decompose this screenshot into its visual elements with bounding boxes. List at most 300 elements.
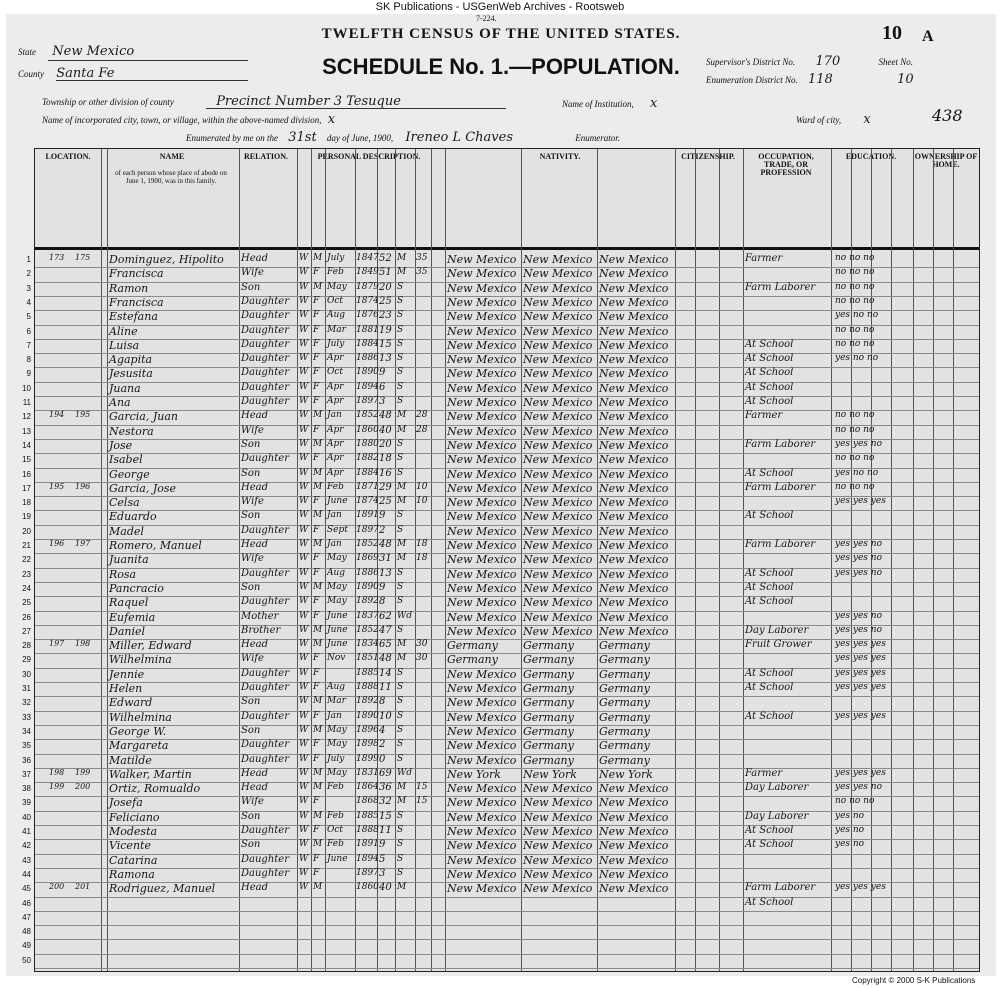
cell-race: W xyxy=(299,338,309,349)
cell-edu: yes yes no xyxy=(835,782,882,793)
cell-name: George W. xyxy=(109,724,167,738)
cell-age: 25 xyxy=(379,295,392,307)
cell-month: July xyxy=(327,753,345,764)
cell-rel: Head xyxy=(241,882,269,894)
cell-yrs: 10 xyxy=(416,496,428,507)
cell-name: Wilhelmina xyxy=(109,653,172,667)
cell-year: 1869 xyxy=(356,553,379,564)
form-number: 7-224. xyxy=(476,14,497,23)
cell-race: W xyxy=(299,467,309,478)
cell-father: New Mexico xyxy=(523,324,593,338)
column-rule xyxy=(521,149,522,971)
cell-name: Rodriguez, Manuel xyxy=(109,882,216,896)
cell-mother: New Mexico xyxy=(599,281,669,295)
cell-rel: Son xyxy=(241,581,261,593)
cell-year: 1891 xyxy=(356,510,379,521)
cell-mar: S xyxy=(397,295,404,306)
cell-fam: 200 xyxy=(75,782,91,792)
cell-year: 1894 xyxy=(356,381,379,392)
cell-yrs: 18 xyxy=(416,553,428,564)
column-rule xyxy=(831,149,832,971)
cell-month: June xyxy=(327,853,348,864)
cell-birth: New Mexico xyxy=(447,438,517,452)
cell-sex: M xyxy=(313,581,323,592)
cell-sex: M xyxy=(313,481,323,492)
cell-age: 62 xyxy=(379,610,392,622)
cell-sex: M xyxy=(313,839,323,850)
cell-birth: New Mexico xyxy=(447,381,517,395)
row-rule xyxy=(35,968,979,969)
cell-name: Miller, Edward xyxy=(109,639,192,653)
cell-father: New Mexico xyxy=(523,839,593,853)
cell-month: Apr xyxy=(327,396,344,406)
cell-mar: Wd xyxy=(397,610,413,621)
cell-father: New Mexico xyxy=(523,853,593,867)
line-number: 7 xyxy=(26,340,31,350)
cell-month: May xyxy=(327,724,347,735)
cell-race: W xyxy=(299,410,309,421)
row-rule xyxy=(35,939,979,940)
line-number: 6 xyxy=(26,326,31,336)
cell-name: Helen xyxy=(109,682,143,695)
cell-birth: New Mexico xyxy=(447,810,517,824)
line-number: 49 xyxy=(22,941,31,951)
cell-fam: 175 xyxy=(75,253,91,262)
column-rule xyxy=(675,149,676,971)
cell-age: 6 xyxy=(379,381,386,393)
cell-father: Germany xyxy=(523,696,574,710)
cell-occ: Farm Laborer xyxy=(745,438,816,450)
column-rule xyxy=(311,149,312,971)
cell-father: New Mexico xyxy=(523,381,593,395)
cell-age: 15 xyxy=(379,338,392,350)
cell-month: Oct xyxy=(327,295,344,306)
cell-name: Vicente xyxy=(109,839,151,853)
cell-birth: New York xyxy=(447,767,501,781)
cell-race: W xyxy=(299,867,309,878)
cell-rel: Daughter xyxy=(241,867,289,879)
cell-father: New Mexico xyxy=(523,253,593,266)
cell-edu: yes yes yes xyxy=(835,639,886,650)
line-number: 4 xyxy=(26,297,31,307)
cell-name: Isabel xyxy=(109,453,143,467)
cell-race: W xyxy=(299,610,309,621)
cell-age: 15 xyxy=(379,810,392,822)
cell-age: 48 xyxy=(379,539,392,550)
cell-mar: S xyxy=(397,624,404,635)
cell-age: 9 xyxy=(379,839,386,851)
cell-month: July xyxy=(327,253,345,263)
cell-father: New Mexico xyxy=(523,810,593,824)
line-number: 33 xyxy=(22,712,31,722)
group-relation: RELATION. xyxy=(243,152,289,161)
cell-year: 1885 xyxy=(356,667,379,678)
cell-sex: M xyxy=(313,882,323,893)
cell-birth: New Mexico xyxy=(447,481,517,495)
cell-rel: Daughter xyxy=(241,710,289,722)
cell-age: 47 xyxy=(379,624,392,636)
cell-occ: At School xyxy=(745,839,794,851)
cell-mar: M xyxy=(397,267,407,278)
cell-month: Aug xyxy=(327,682,346,692)
cell-father: Germany xyxy=(523,667,574,681)
cell-race: W xyxy=(299,796,309,807)
cell-father: New Mexico xyxy=(523,424,593,438)
cell-year: 1881 xyxy=(356,324,379,335)
cell-rel: Daughter xyxy=(241,596,289,608)
cell-mar: S xyxy=(397,338,404,349)
cell-mother: New Mexico xyxy=(599,453,669,467)
cell-occ: At School xyxy=(745,381,794,393)
cell-mother: New Mexico xyxy=(599,367,669,381)
cell-name: Modesta xyxy=(109,825,158,838)
cell-edu: no no no xyxy=(835,253,875,263)
cell-month: Feb xyxy=(327,782,344,793)
county-field xyxy=(18,66,114,81)
cell-month: Mar xyxy=(327,696,346,707)
cell-mother: New Mexico xyxy=(599,295,669,309)
cell-birth: New Mexico xyxy=(447,353,517,367)
cell-father: New Mexico xyxy=(523,481,593,495)
cell-mar: S xyxy=(397,839,404,850)
cell-age: 0 xyxy=(379,753,386,765)
cell-occ: Farm Laborer xyxy=(745,281,816,293)
cell-mother: New Mexico xyxy=(599,624,669,638)
cell-edu: yes yes yes xyxy=(835,667,886,678)
cell-sex: F xyxy=(313,267,320,278)
cell-age: 4 xyxy=(379,724,386,736)
cell-house: 198 xyxy=(49,767,65,777)
cell-race: W xyxy=(299,782,309,793)
cell-birth: New Mexico xyxy=(447,796,517,810)
cell-mar: S xyxy=(397,853,404,864)
cell-year: 1884 xyxy=(356,467,379,478)
population-table xyxy=(22,148,980,972)
cell-race: W xyxy=(299,553,309,564)
cell-fam: 201 xyxy=(75,882,91,892)
cell-name: Juanita xyxy=(109,553,149,567)
cell-year: 1888 xyxy=(356,825,379,835)
cell-mother: New Mexico xyxy=(599,267,669,281)
cell-age: 52 xyxy=(379,253,392,264)
cell-name: Pancracio xyxy=(109,581,164,595)
cell-rel: Son xyxy=(241,467,261,479)
cell-name: Nestora xyxy=(109,424,154,438)
cell-birth: New Mexico xyxy=(447,739,517,753)
line-number: 28 xyxy=(22,641,31,651)
cell-age: 16 xyxy=(379,467,392,479)
cell-month: Apr xyxy=(327,438,344,449)
cell-month: Oct xyxy=(327,825,344,835)
cell-house: 195 xyxy=(49,481,65,491)
cell-mar: Wd xyxy=(397,767,413,778)
cell-mother: New Mexico xyxy=(599,396,669,409)
cell-age: 36 xyxy=(379,782,392,794)
group-ownership: OWNERSHIP OF HOME. xyxy=(914,152,978,169)
cell-age: 13 xyxy=(379,567,392,579)
cell-sex: F xyxy=(313,453,320,464)
cell-edu: no no no xyxy=(835,453,875,464)
cell-mar: S xyxy=(397,825,404,835)
cell-father: New Mexico xyxy=(523,510,593,524)
header-rule xyxy=(35,247,979,250)
cell-year: 1890 xyxy=(356,710,379,721)
line-number: 37 xyxy=(22,769,31,779)
cell-rel: Daughter xyxy=(241,310,289,322)
cell-mar: S xyxy=(397,596,404,607)
cell-mar: S xyxy=(397,367,404,378)
cell-fam: 197 xyxy=(75,539,91,548)
archive-banner: SK Publications - USGenWeb Archives - Rootsweb xyxy=(375,1,625,13)
cell-occ: At School xyxy=(745,510,794,522)
cell-rel: Daughter xyxy=(241,453,289,465)
cell-age: 23 xyxy=(379,310,392,322)
cell-mar: M xyxy=(397,253,407,263)
cell-rel: Son xyxy=(241,510,261,522)
enumerated-mid: day of June, 1900, xyxy=(326,133,394,143)
column-rule xyxy=(913,149,914,971)
line-number: 14 xyxy=(22,440,31,450)
cell-edu: yes yes no xyxy=(835,438,882,449)
cell-edu: yes yes yes xyxy=(835,710,886,721)
cell-mar: M xyxy=(397,424,407,435)
cell-sex: F xyxy=(313,739,320,750)
cell-yrs: 10 xyxy=(416,481,428,492)
cell-age: 2 xyxy=(379,739,386,751)
cell-mother: New Mexico xyxy=(599,310,669,324)
enumerated-line xyxy=(186,130,620,145)
cell-sex: M xyxy=(313,810,323,821)
cell-mother: New Mexico xyxy=(599,324,669,338)
cell-year: 1874 xyxy=(356,295,379,306)
cell-edu: no no no xyxy=(835,410,875,421)
cell-occ: Farmer xyxy=(745,253,783,264)
column-rule xyxy=(239,149,240,971)
cell-age: 40 xyxy=(379,424,392,436)
column-rule xyxy=(107,149,108,971)
cell-name: Francisca xyxy=(109,267,164,281)
cell-age: 48 xyxy=(379,410,392,422)
cell-father: New Mexico xyxy=(523,782,593,796)
line-number: 11 xyxy=(22,398,31,407)
cell-year: 1886 xyxy=(356,353,379,364)
cell-birth: New Mexico xyxy=(447,324,517,338)
cell-race: W xyxy=(299,581,309,592)
cell-name: Daniel xyxy=(109,624,146,638)
group-personal: PERSONAL DESCRIPTION. xyxy=(317,152,421,161)
cell-sex: F xyxy=(313,710,320,721)
cell-rel: Daughter xyxy=(241,524,289,536)
cell-month: Apr xyxy=(327,453,344,464)
cell-month: Sept xyxy=(327,524,348,535)
line-number: 29 xyxy=(22,655,31,665)
cell-rel: Daughter xyxy=(241,682,289,693)
cell-year: 1885 xyxy=(356,810,379,821)
cell-mother: Germany xyxy=(599,739,650,753)
cell-year: 1886 xyxy=(356,567,379,578)
cell-name: Rosa xyxy=(109,567,137,581)
cell-birth: New Mexico xyxy=(447,539,517,552)
cell-sex: F xyxy=(313,496,320,507)
cell-edu: yes yes no xyxy=(835,553,882,564)
cell-birth: New Mexico xyxy=(447,567,517,581)
cell-age: 14 xyxy=(379,667,392,679)
sheet-label: Sheet No. xyxy=(878,57,914,67)
cell-mar: S xyxy=(397,453,404,464)
cell-rel: Wife xyxy=(241,796,264,808)
cell-occ: Farmer xyxy=(745,410,783,422)
cell-year: 1891 xyxy=(356,839,379,850)
cell-month: May xyxy=(327,581,347,592)
cell-house: 196 xyxy=(49,539,65,548)
township-field xyxy=(42,94,401,109)
cell-mar: S xyxy=(397,753,404,764)
cell-mother: New Mexico xyxy=(599,496,669,510)
cell-yrs: 15 xyxy=(416,796,428,807)
cell-birth: New Mexico xyxy=(447,253,517,266)
cell-sex: M xyxy=(313,782,323,793)
cell-birth: New Mexico xyxy=(447,724,517,738)
cell-mother: New Mexico xyxy=(599,438,669,452)
line-number: 48 xyxy=(22,927,31,937)
cell-age: 8 xyxy=(379,596,386,608)
cell-mother: New Mexico xyxy=(599,381,669,395)
cell-house: 173 xyxy=(49,253,65,262)
cell-edu: yes no xyxy=(835,825,865,835)
cell-edu: no no no xyxy=(835,338,875,349)
cell-mar: M xyxy=(397,539,407,549)
cell-mar: M xyxy=(397,796,407,807)
cell-age: 19 xyxy=(379,324,392,336)
cell-name: Luisa xyxy=(109,338,140,352)
cell-race: W xyxy=(299,253,309,263)
margin-note: 438 xyxy=(932,106,963,125)
cell-mar: M xyxy=(397,882,407,893)
cell-name: Feliciano xyxy=(109,810,160,824)
line-number: 15 xyxy=(22,455,31,465)
cell-edu: no no no xyxy=(835,796,875,807)
cell-year: 1851 xyxy=(356,653,379,664)
cell-mother: New Mexico xyxy=(599,424,669,438)
cell-month: Apr xyxy=(327,467,344,478)
cell-sex: F xyxy=(313,567,320,578)
cell-sex: F xyxy=(313,324,320,335)
cell-birth: New Mexico xyxy=(447,596,517,610)
cell-mother: Germany xyxy=(599,724,650,738)
cell-age: 29 xyxy=(379,481,392,493)
cell-occ: At School xyxy=(745,396,794,407)
column-rule xyxy=(695,149,696,971)
cell-race: W xyxy=(299,839,309,850)
cell-edu: yes no no xyxy=(835,310,879,321)
cell-occ: Farm Laborer xyxy=(745,882,816,894)
cell-rel: Son xyxy=(241,724,261,736)
cell-year: 1898 xyxy=(356,739,379,750)
city-label: Name of incorporated city, town, or village, within the above-named division, xyxy=(42,115,322,125)
cell-house: 197 xyxy=(49,639,65,649)
line-number: 35 xyxy=(22,741,31,751)
cell-age: 9 xyxy=(379,581,386,593)
cell-year: 1884 xyxy=(356,338,379,349)
cell-race: W xyxy=(299,310,309,321)
cell-race: W xyxy=(299,696,309,707)
cell-edu: no no no xyxy=(835,281,875,292)
cell-rel: Head xyxy=(241,410,269,422)
cell-race: W xyxy=(299,810,309,821)
cell-name: Aline xyxy=(109,324,138,338)
cell-sex: M xyxy=(313,281,323,292)
cell-edu: yes yes yes xyxy=(835,767,886,778)
cell-mar: S xyxy=(397,281,404,292)
census-sheet xyxy=(6,14,996,976)
cell-name: Dominguez, Hipolito xyxy=(109,253,224,266)
line-number: 26 xyxy=(22,612,31,622)
cell-edu: no no no xyxy=(835,324,875,335)
cell-birth: New Mexico xyxy=(447,467,517,481)
cell-sex: F xyxy=(313,338,320,349)
cell-sex: F xyxy=(313,353,320,364)
cell-race: W xyxy=(299,510,309,521)
column-rule xyxy=(431,149,432,971)
cell-birth: New Mexico xyxy=(447,453,517,467)
group-occupation: OCCUPATION, TRADE, OR PROFESSION xyxy=(758,152,814,177)
cell-yrs: 35 xyxy=(416,253,428,263)
copyright-notice: Copyright © 2000 S-K Publications xyxy=(852,976,976,985)
cell-year: 1871 xyxy=(356,481,379,492)
cell-race: W xyxy=(299,381,309,392)
cell-year: 1852 xyxy=(356,539,379,549)
enumeration-label: Enumeration District No. xyxy=(706,75,798,85)
group-location: LOCATION. xyxy=(45,152,91,161)
cell-name: Romero, Manuel xyxy=(109,539,202,552)
cell-name: Eufemia xyxy=(109,610,156,624)
cell-mother: New Mexico xyxy=(599,853,669,867)
cell-year: 1896 xyxy=(356,724,379,735)
cell-rel: Daughter xyxy=(241,381,289,393)
cell-yrs: 15 xyxy=(416,782,428,793)
cell-month: May xyxy=(327,281,347,292)
cell-year: 1860 xyxy=(356,882,379,893)
cell-birth: New Mexico xyxy=(447,753,517,767)
cell-mother: New Mexico xyxy=(599,867,669,881)
group-name: NAME xyxy=(159,152,185,161)
cell-edu: yes yes yes xyxy=(835,882,886,893)
cell-mar: S xyxy=(397,682,404,692)
cell-rel: Son xyxy=(241,438,261,450)
cell-name: Garcia, Jose xyxy=(109,481,177,495)
cell-name: Walker, Martin xyxy=(109,767,192,781)
cell-race: W xyxy=(299,825,309,835)
cell-name: Celsa xyxy=(109,496,140,510)
schedule-title: SCHEDULE No. 1.—POPULATION. xyxy=(322,54,680,79)
cell-mother: New Mexico xyxy=(599,510,669,524)
cell-mother: New Mexico xyxy=(599,782,669,796)
cell-occ: Day Laborer xyxy=(745,782,809,794)
ward-label: Ward of city, xyxy=(796,115,842,125)
township-underline xyxy=(206,108,506,109)
cell-month: Jan xyxy=(327,510,342,521)
line-number: 20 xyxy=(22,526,31,536)
cell-mar: S xyxy=(397,396,404,406)
cell-fam: 199 xyxy=(75,767,91,777)
cell-month: July xyxy=(327,338,345,349)
cell-age: 20 xyxy=(379,438,392,450)
cell-age: 5 xyxy=(379,853,386,865)
cell-sex: M xyxy=(313,696,323,707)
cell-father: New Mexico xyxy=(523,310,593,324)
cell-sex: F xyxy=(313,653,320,664)
cell-rel: Daughter xyxy=(241,825,289,836)
